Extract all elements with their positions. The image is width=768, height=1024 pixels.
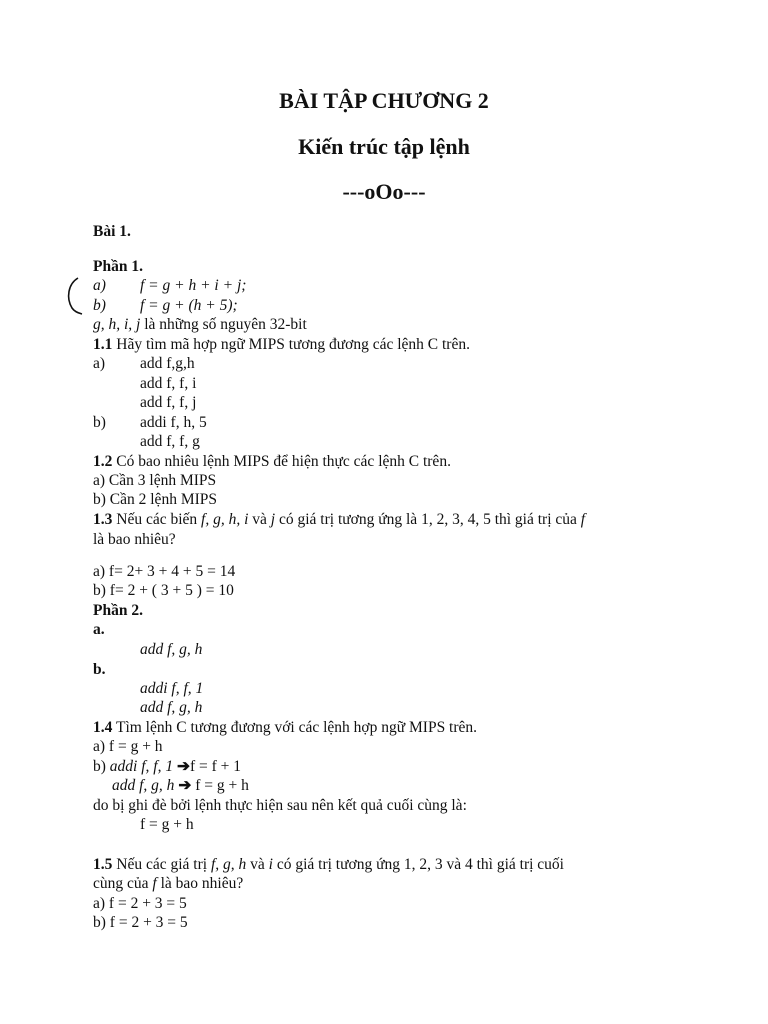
code-result: f = f + 1 — [189, 758, 242, 775]
question-number: 1.3 — [93, 511, 113, 528]
question-text: Nếu các giá trị — [112, 856, 211, 873]
code-instruction: addi f, f, 1 — [109, 758, 174, 775]
question-variables: f, g, h, i — [201, 511, 249, 528]
code-result: f = g + h — [195, 777, 249, 794]
part1-heading: Phần 1. — [93, 258, 143, 275]
part2-heading: Phần 2. — [93, 602, 143, 619]
variables-list: g, h, i, j — [93, 316, 141, 333]
answer-line: a) Cần 3 lệnh MIPS — [93, 472, 217, 489]
code-line: add f, g, h — [140, 641, 203, 658]
question-variable: f — [152, 875, 157, 892]
question-number: 1.2 — [93, 453, 113, 470]
code-line: add f,g,h — [140, 355, 195, 372]
separator: ---oOo--- — [342, 179, 426, 204]
part2-a-label: a. — [93, 621, 105, 638]
exercise-heading: Bài 1. — [93, 223, 131, 240]
answer-line: b) f = 2 + 3 = 5 — [93, 914, 188, 931]
answer-label: b) — [93, 758, 110, 775]
question-number: 1.4 — [93, 719, 113, 736]
answer-line: a) f= 2+ 3 + 4 + 5 = 14 — [93, 563, 236, 580]
variables-text: là những số nguyên 32-bit — [140, 316, 307, 333]
code-line: addi f, h, 5 — [140, 414, 207, 431]
question-1-5 — [93, 855, 564, 874]
answer-b-label: b) — [93, 414, 106, 431]
explanation-line: do bị ghi đè bởi lệnh thực hiện sau nên kết quả cuối cùng là: — [93, 797, 467, 814]
question-text: Hãy tìm mã hợp ngữ MIPS tương đương các lệnh C trên. — [112, 336, 470, 353]
code-line: add f, f, j — [140, 394, 197, 411]
part1-b-label: b) — [93, 297, 106, 314]
question-number: 1.5 — [93, 856, 113, 873]
part1-a-label: a) — [93, 277, 106, 294]
question-text-continued: là bao nhiêu? — [93, 531, 176, 548]
question-text: Có bao nhiêu lệnh MIPS để hiện thực các lệnh C trên. — [112, 453, 451, 470]
document-title: BÀI TẬP CHƯƠNG 2 — [279, 88, 489, 113]
question-text: cùng của — [93, 875, 153, 892]
answer-line: a) f = g + h — [93, 738, 163, 755]
question-variable: j — [270, 511, 276, 528]
code-line: add f, f, i — [140, 375, 197, 392]
part2-b-label: b. — [93, 661, 106, 678]
code-line: add f, g, h — [140, 699, 203, 716]
handwritten-bracket-mark — [64, 276, 84, 316]
question-text: Tìm lệnh C tương đương với các lệnh hợp ngữ MIPS trên. — [112, 719, 478, 736]
question-text: và — [246, 856, 269, 873]
answer-line: b) Cần 2 lệnh MIPS — [93, 491, 217, 508]
question-text: và — [248, 511, 271, 528]
document-subtitle: Kiến trúc tập lệnh — [298, 134, 470, 159]
part1-b-expression: f = g + (h + 5); — [140, 297, 238, 314]
code-instruction: add f, g, h — [112, 777, 175, 794]
question-number: 1.1 — [93, 336, 113, 353]
answer-line — [112, 776, 249, 795]
variables-description — [93, 315, 307, 334]
code-line: addi f, f, 1 — [140, 680, 204, 697]
question-1-1 — [93, 335, 470, 354]
question-1-3 — [93, 510, 585, 529]
question-text: có giá trị tương ứng là 1, 2, 3, 4, 5 thì giá trị của — [275, 511, 581, 528]
answer-line — [93, 757, 241, 776]
question-text-continued — [93, 874, 243, 893]
answer-a-label: a) — [93, 355, 106, 372]
question-text: là bao nhiêu? — [156, 875, 244, 892]
question-1-2 — [93, 452, 451, 471]
question-variable: i — [268, 856, 273, 873]
question-text: có giá trị tương ứng 1, 2, 3 và 4 thì giá trị cuối — [272, 856, 564, 873]
question-1-4 — [93, 718, 477, 737]
arrow-right-icon: ➔ — [178, 777, 192, 794]
answer-line: b) f= 2 + ( 3 + 5 ) = 10 — [93, 582, 234, 599]
question-text: Nếu các biến — [112, 511, 202, 528]
code-line: add f, f, g — [140, 433, 200, 450]
part1-a-expression: f = g + h + i + j; — [140, 277, 247, 294]
final-result: f = g + h — [140, 816, 194, 833]
arrow-right-icon: ➔ — [176, 758, 190, 775]
question-variables: f, g, h — [210, 856, 247, 873]
answer-line: a) f = 2 + 3 = 5 — [93, 895, 187, 912]
question-variable: f — [580, 511, 586, 528]
